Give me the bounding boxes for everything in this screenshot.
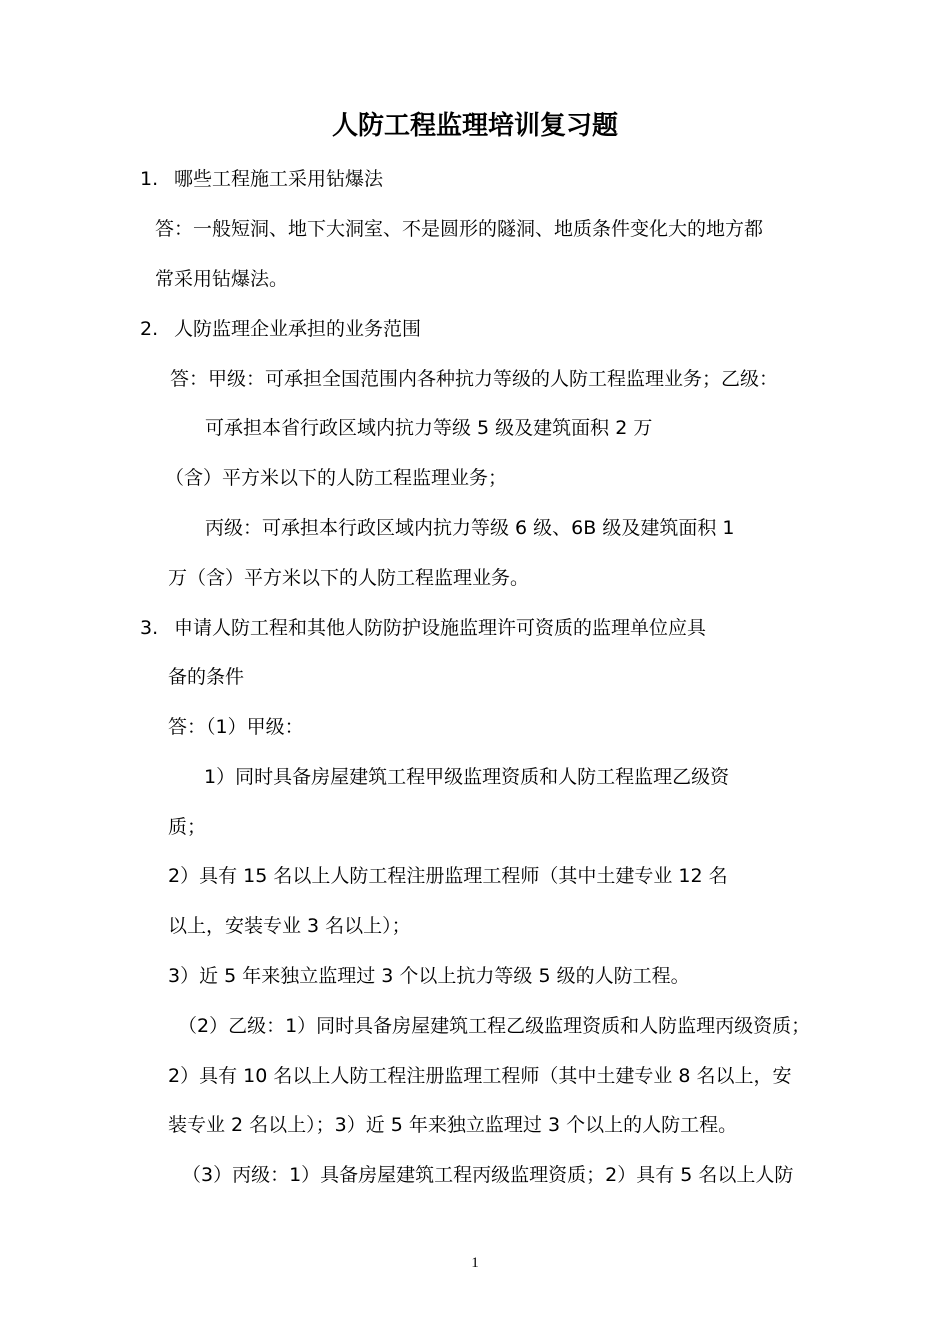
question-2-number: 2. bbox=[140, 318, 159, 340]
question-2-text: 人防监理企业承担的业务范围 bbox=[174, 318, 422, 340]
answer-2-line-4: 丙级：可承担本行政区域内抗力等级 6 级、6B 级及建筑面积 1 bbox=[205, 517, 735, 539]
answer-3-line-10: （3）丙级：1）具备房屋建筑工程丙级监理资质；2）具有 5 名以上人防 bbox=[182, 1164, 794, 1186]
answer-3-line-7: （2）乙级：1）同时具备房屋建筑工程乙级监理资质和人防监理丙级资质； bbox=[178, 1015, 811, 1037]
document-title: 人防工程监理培训复习题 bbox=[331, 111, 618, 141]
answer-3-line-1: 答：（1）甲级： bbox=[168, 716, 304, 738]
answer-3-line-8: 2）具有 10 名以上人防工程注册监理工程师（其中土建专业 8 名以上，安 bbox=[168, 1065, 792, 1087]
question-1-number: 1. bbox=[140, 168, 159, 190]
answer-2-line-3: （含）平方米以下的人防工程监理业务； bbox=[165, 467, 508, 489]
answer-3-line-6: 3）近 5 年来独立监理过 3 个以上抗力等级 5 级的人防工程。 bbox=[168, 965, 690, 987]
answer-1-line-2: 常采用钻爆法。 bbox=[155, 268, 289, 290]
answer-3-line-4: 2）具有 15 名以上人防工程注册监理工程师（其中土建专业 12 名 bbox=[168, 865, 728, 887]
question-1-text: 哪些工程施工采用钻爆法 bbox=[174, 168, 384, 190]
answer-3-line-2: 1）同时具备房屋建筑工程甲级监理资质和人防工程监理乙级资 bbox=[204, 766, 730, 788]
answer-2-line-2: 可承担本省行政区域内抗力等级 5 级及建筑面积 2 万 bbox=[205, 417, 653, 439]
answer-2-line-5: 万（含）平方米以下的人防工程监理业务。 bbox=[168, 567, 530, 589]
answer-3-line-3: 质； bbox=[168, 816, 207, 838]
answer-3-line-5: 以上，安装专业 3 名以上）； bbox=[168, 915, 411, 937]
answer-1-line-1: 答：一般短洞、地下大洞室、不是圆形的隧洞、地质条件变化大的地方都 bbox=[155, 218, 764, 240]
page-number: 1 bbox=[471, 1255, 479, 1271]
question-3-text-cont: 备的条件 bbox=[168, 666, 245, 688]
answer-2-line-1: 答：甲级：可承担全国范围内各种抗力等级的人防工程监理业务；乙级： bbox=[170, 368, 779, 390]
answer-3-line-9: 装专业 2 名以上）；3）近 5 年来独立监理过 3 个以上的人防工程。 bbox=[168, 1114, 738, 1136]
question-3-text: 申请人防工程和其他人防防护设施监理许可资质的监理单位应具 bbox=[174, 617, 707, 639]
question-3-number: 3. bbox=[140, 617, 159, 639]
